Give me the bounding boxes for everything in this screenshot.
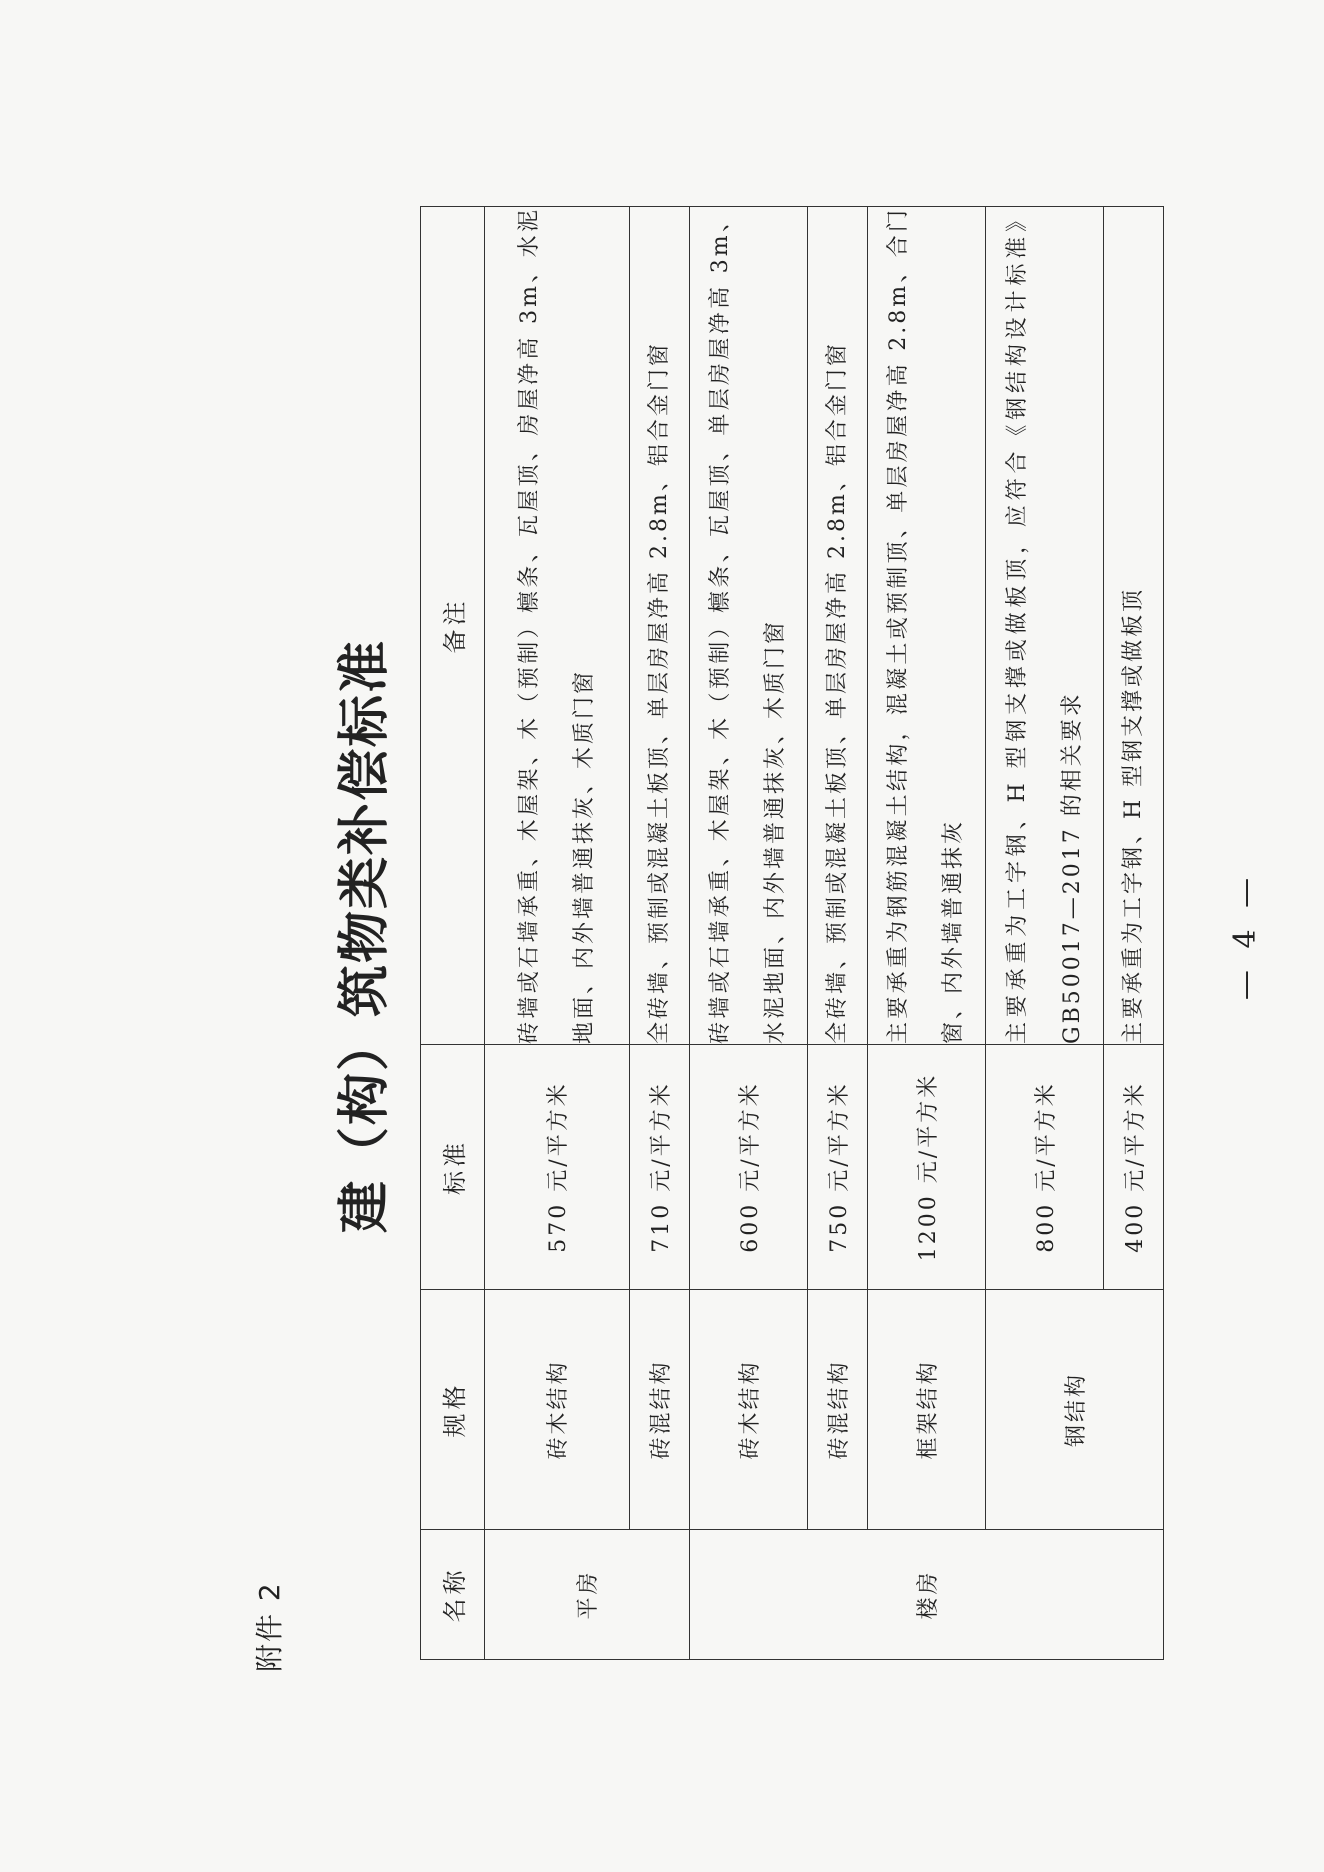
header-name: 名称 xyxy=(421,1530,485,1660)
row-note: 全砖墙、预制或混凝土板顶、单层房屋净高 2.8m、铝合金门窗 xyxy=(629,207,689,1045)
appendix-label: 附件 2 xyxy=(253,1581,286,1672)
table-row xyxy=(629,207,689,1660)
table-row xyxy=(985,207,1103,1660)
row-note: 砖墙或石墙承重、木屋架、木（预制）檩条、瓦屋顶、房屋净高 3m、水泥地面、内外墙普通抹灰、木质门窗 xyxy=(485,207,630,1045)
row-spec: 砖木结构 xyxy=(485,1290,630,1530)
header-note: 备注 xyxy=(421,207,485,1045)
group-pingfang: 平房 xyxy=(485,1530,690,1660)
row-spec: 砖混结构 xyxy=(807,1290,867,1530)
group-loufang: 楼房 xyxy=(689,1530,1163,1660)
row-spec: 砖混结构 xyxy=(629,1290,689,1530)
row-standard: 710 元/平方米 xyxy=(629,1045,689,1290)
row-standard: 750 元/平方米 xyxy=(807,1045,867,1290)
row-standard: 600 元/平方米 xyxy=(689,1045,807,1290)
row-note: 主要承重为工字钢、H 型钢支撑或做板顶，应符合《钢结构设计标准》GB50017—2017 的相关要求 xyxy=(985,207,1103,1045)
row-standard: 400 元/平方米 xyxy=(1104,1045,1164,1290)
compensation-standard-table xyxy=(420,206,1164,1660)
row-note: 主要承重为钢筋混凝土结构，混凝土或预制顶、单层房屋净高 2.8m、合门窗、内外墙普通抹灰 xyxy=(867,207,985,1045)
row-standard: 800 元/平方米 xyxy=(985,1045,1103,1290)
page-number: — 4 — xyxy=(1228,871,1263,1001)
table-row xyxy=(689,207,807,1660)
document-title: 建（构）筑物类补偿标准 xyxy=(334,639,395,1234)
row-standard: 1200 元/平方米 xyxy=(867,1045,985,1290)
row-spec: 框架结构 xyxy=(867,1290,985,1530)
table-row xyxy=(807,207,867,1660)
row-note: 主要承重为工字钢、H 型钢支撑或做板顶 xyxy=(1104,207,1164,1045)
row-spec: 钢结构 xyxy=(985,1290,1163,1530)
header-standard: 标准 xyxy=(421,1045,485,1290)
table-header-row xyxy=(421,207,485,1660)
header-spec: 规格 xyxy=(421,1290,485,1530)
row-spec: 砖木结构 xyxy=(689,1290,807,1530)
table-row xyxy=(867,207,985,1660)
row-note: 砖墙或石墙承重、木屋架、木（预制）檩条、瓦屋顶、单层房屋净高 3m、水泥地面、内外墙普通抹灰、木质门窗 xyxy=(689,207,807,1045)
table-row xyxy=(485,207,630,1660)
row-note: 全砖墙、预制或混凝土板顶、单层房屋净高 2.8m、铝合金门窗 xyxy=(807,207,867,1045)
row-standard: 570 元/平方米 xyxy=(485,1045,630,1290)
